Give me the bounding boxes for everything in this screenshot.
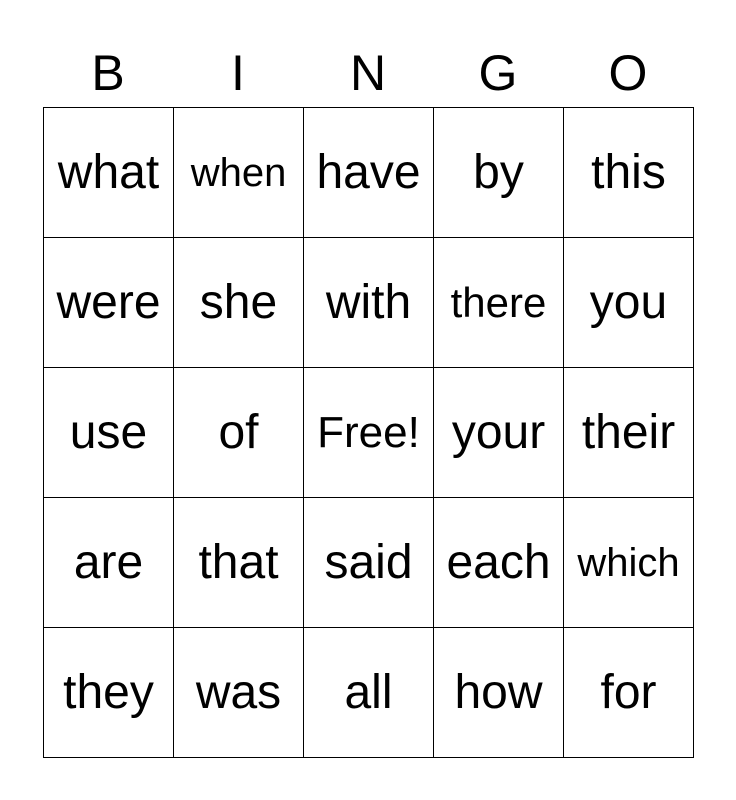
bingo-cell[interactable]: they xyxy=(44,628,174,758)
bingo-cell[interactable]: their xyxy=(564,368,694,498)
bingo-cell[interactable]: when xyxy=(174,108,304,238)
bingo-cell[interactable]: are xyxy=(44,498,174,628)
header-letter-o: O xyxy=(608,45,648,101)
bingo-cell[interactable]: that xyxy=(174,498,304,628)
bingo-cell[interactable]: what xyxy=(44,108,174,238)
bingo-cell[interactable]: each xyxy=(434,498,564,628)
bingo-cell[interactable]: with xyxy=(304,238,434,368)
header-letter-b: B xyxy=(91,45,125,101)
bingo-board xyxy=(43,107,694,758)
bingo-cell[interactable]: how xyxy=(434,628,564,758)
bingo-cell[interactable]: use xyxy=(44,368,174,498)
bingo-header xyxy=(43,40,693,106)
bingo-cell[interactable]: was xyxy=(174,628,304,758)
header-letter-g: G xyxy=(478,45,518,101)
bingo-cell[interactable]: she xyxy=(174,238,304,368)
bingo-cell[interactable]: for xyxy=(564,628,694,758)
bingo-cell[interactable]: which xyxy=(564,498,694,628)
bingo-cell[interactable]: you xyxy=(564,238,694,368)
header-letter-n: N xyxy=(349,45,387,101)
bingo-cell[interactable]: there xyxy=(434,238,564,368)
bingo-cell[interactable]: by xyxy=(434,108,564,238)
bingo-cell[interactable]: all xyxy=(304,628,434,758)
bingo-cell[interactable]: have xyxy=(304,108,434,238)
bingo-cell[interactable]: said xyxy=(304,498,434,628)
bingo-cell[interactable]: your xyxy=(434,368,564,498)
header-letter-i: I xyxy=(231,45,245,101)
bingo-cell[interactable]: this xyxy=(564,108,694,238)
bingo-cell[interactable]: were xyxy=(44,238,174,368)
bingo-cell[interactable]: of xyxy=(174,368,304,498)
free-space-cell[interactable]: Free! xyxy=(304,368,434,498)
